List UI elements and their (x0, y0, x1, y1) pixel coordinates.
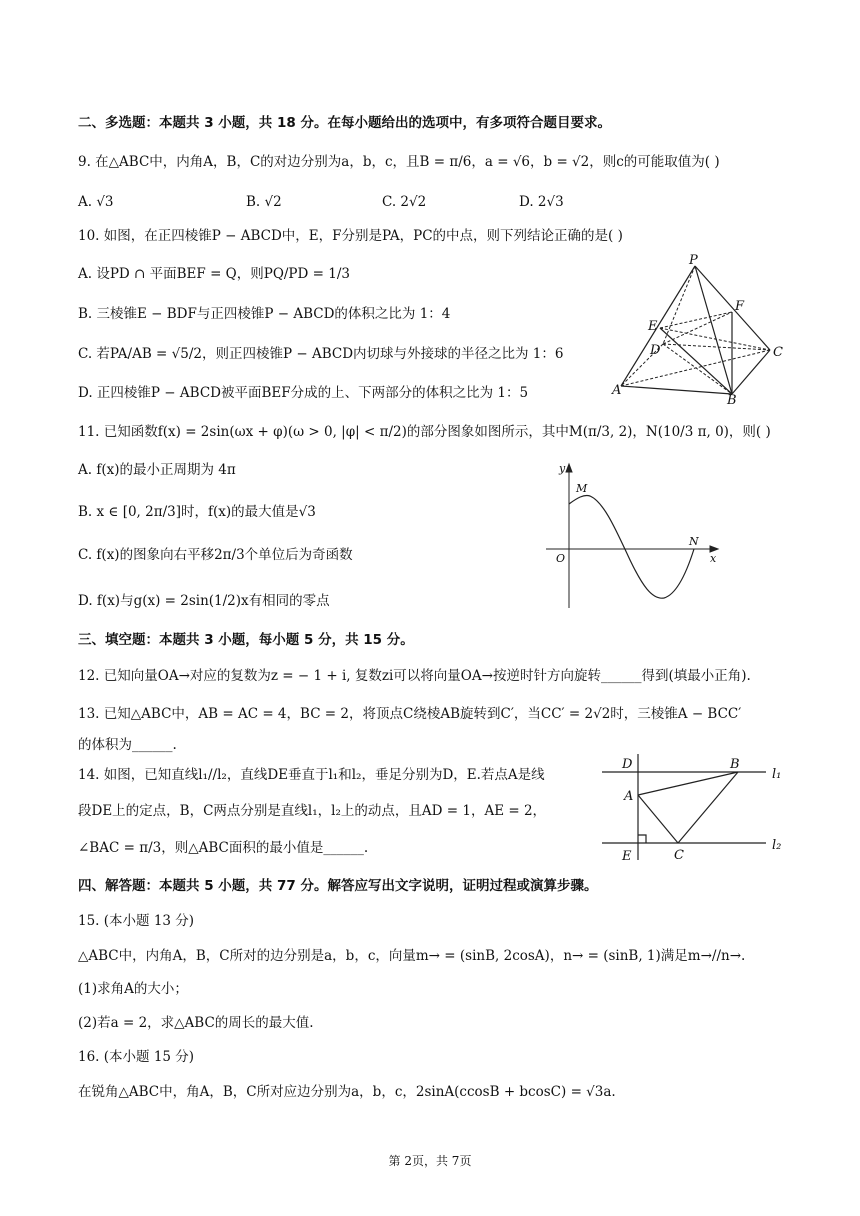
fig10-label-f: F (735, 299, 745, 314)
q15-line3: (2)若a = 2，求△ABC的周长的最大值. (78, 1015, 314, 1031)
fig14-label-l2: l₂ (772, 838, 782, 853)
q15-line1: △ABC中，内角A，B，C所对的边分别是a，b，c，向量m→ = (sinB, 2cosA)，n→ = (sinB, 1)满足m→//n→. (78, 948, 746, 964)
q11-option-b: B. x ∈ [0, 2π/3]时，f(x)的最大值是√3 (78, 504, 316, 520)
fig14-label-l1: l₁ (772, 767, 782, 782)
q11-option-c: C. f(x)的图象向右平移2π/3个单位后为奇函数 (78, 547, 353, 563)
fig10-label-e: E (648, 319, 658, 334)
q9-option-d: D. 2√3 (519, 194, 564, 210)
q10-option-d: D. 正四棱锥P − ABCD被平面BEF分成的上、下两部分的体积之比为 1：5 (78, 385, 529, 401)
fig14-label-e: E (622, 849, 632, 864)
q10-option-c: C. 若PA/AB = √5/2，则正四棱锥P − ABCD内切球与外接球的半径之比为 1：6 (78, 346, 564, 362)
fig14-label-c: C (674, 848, 684, 863)
fig11-label-y: y (559, 462, 566, 475)
fig11-label-m: M (576, 482, 588, 495)
q9-option-a: A. √3 (78, 194, 114, 210)
q14-line1: 14. 如图，已知直线l₁//l₂，直线DE垂直于l₁和l₂，垂足分别为D，E.若点A是线 (78, 767, 545, 783)
fig10-label-b: B (727, 393, 737, 404)
fig10-label-c: C (773, 345, 783, 360)
q13-line1: 13. 已知△ABC中，AB = AC = 4，BC = 2，将顶点C绕棱AB旋转到C′，当CC′ = 2√2时，三棱锥A − BCC′ (78, 706, 742, 722)
q10-option-b: B. 三棱锥E − BDF与正四棱锥P − ABCD的体积之比为 1：4 (78, 306, 451, 322)
q11-stem: 11. 已知函数f(x) = 2sin(ωx + φ)(ω > 0, |φ| < π/2)的部分图象如图所示，其中M(π/3, 2)，N(10/3 π, 0)，则( ) (78, 424, 771, 440)
sine-curve (569, 495, 694, 598)
fig10-label-d: D (650, 343, 661, 358)
q14-line3: ∠BAC = π/3，则△ABC面积的最小值是______. (78, 840, 369, 856)
q9-option-c: C. 2√2 (382, 194, 427, 210)
q10-pyramid-figure (608, 252, 788, 404)
q10-stem: 10. 如图，在正四棱锥P − ABCD中，E，F分别是PA，PC的中点，则下列结论正确的是( ) (78, 228, 623, 244)
q12-stem: 12. 已知向量OA→对应的复数为z = − 1 + i, 复数zi可以将向量OA→按逆时针方向旋转______得到(填最小正角). (78, 668, 751, 684)
q14-lines-figure (598, 748, 794, 866)
q11-option-a: A. f(x)的最小正周期为 4π (78, 462, 236, 478)
q11-option-d: D. f(x)与g(x) = 2sin(1/2)x有相同的零点 (78, 593, 330, 609)
section-answer-heading: 四、解答题：本题共 5 小题，共 77 分。解答应写出文字说明，证明过程或演算步骤。 (78, 878, 598, 894)
q16-line1: 在锐角△ABC中，角A，B，C所对应边分别为a，b，c，2sinA(ccosB + bcosC) = √3a. (78, 1084, 616, 1100)
q15-line2: (1)求角A的大小； (78, 981, 188, 997)
fig11-label-n: N (689, 535, 699, 548)
q11-sine-graph-figure (542, 460, 722, 610)
q9-option-b: B. √2 (246, 194, 282, 210)
fig14-label-d: D (622, 757, 633, 772)
page-footer: 第 2页，共 7页 (388, 1154, 472, 1168)
q16-head: 16. (本小题 15 分) (78, 1049, 195, 1065)
fig10-label-p: P (689, 253, 698, 268)
fig11-label-o: O (556, 552, 566, 565)
q13-line2: 的体积为______. (78, 737, 177, 753)
section-multi-choice-heading: 二、多选题：本题共 3 小题，共 18 分。在每小题给出的选项中，有多项符合题目要求。 (78, 115, 611, 131)
fig14-label-a: A (624, 789, 634, 804)
q10-option-a: A. 设PD ∩ 平面BEF = Q，则PQ/PD = 1/3 (78, 266, 350, 282)
fig10-label-a: A (612, 383, 622, 398)
q14-line2: 段DE上的定点，B，C两点分别是直线l₁，l₂上的动点，且AD = 1，AE = 2， (78, 803, 547, 819)
fig14-label-b: B (730, 757, 740, 772)
q9-stem: 9. 在△ABC中，内角A，B，C的对边分别为a，b，c，且B = π/6，a = √6，b = √2，则c的可能取值为( ) (78, 154, 720, 170)
fig11-label-x: x (710, 552, 717, 565)
q15-head: 15. (本小题 13 分) (78, 913, 195, 929)
section-fill-blank-heading: 三、填空题：本题共 3 小题，每小题 5 分，共 15 分。 (78, 632, 414, 648)
